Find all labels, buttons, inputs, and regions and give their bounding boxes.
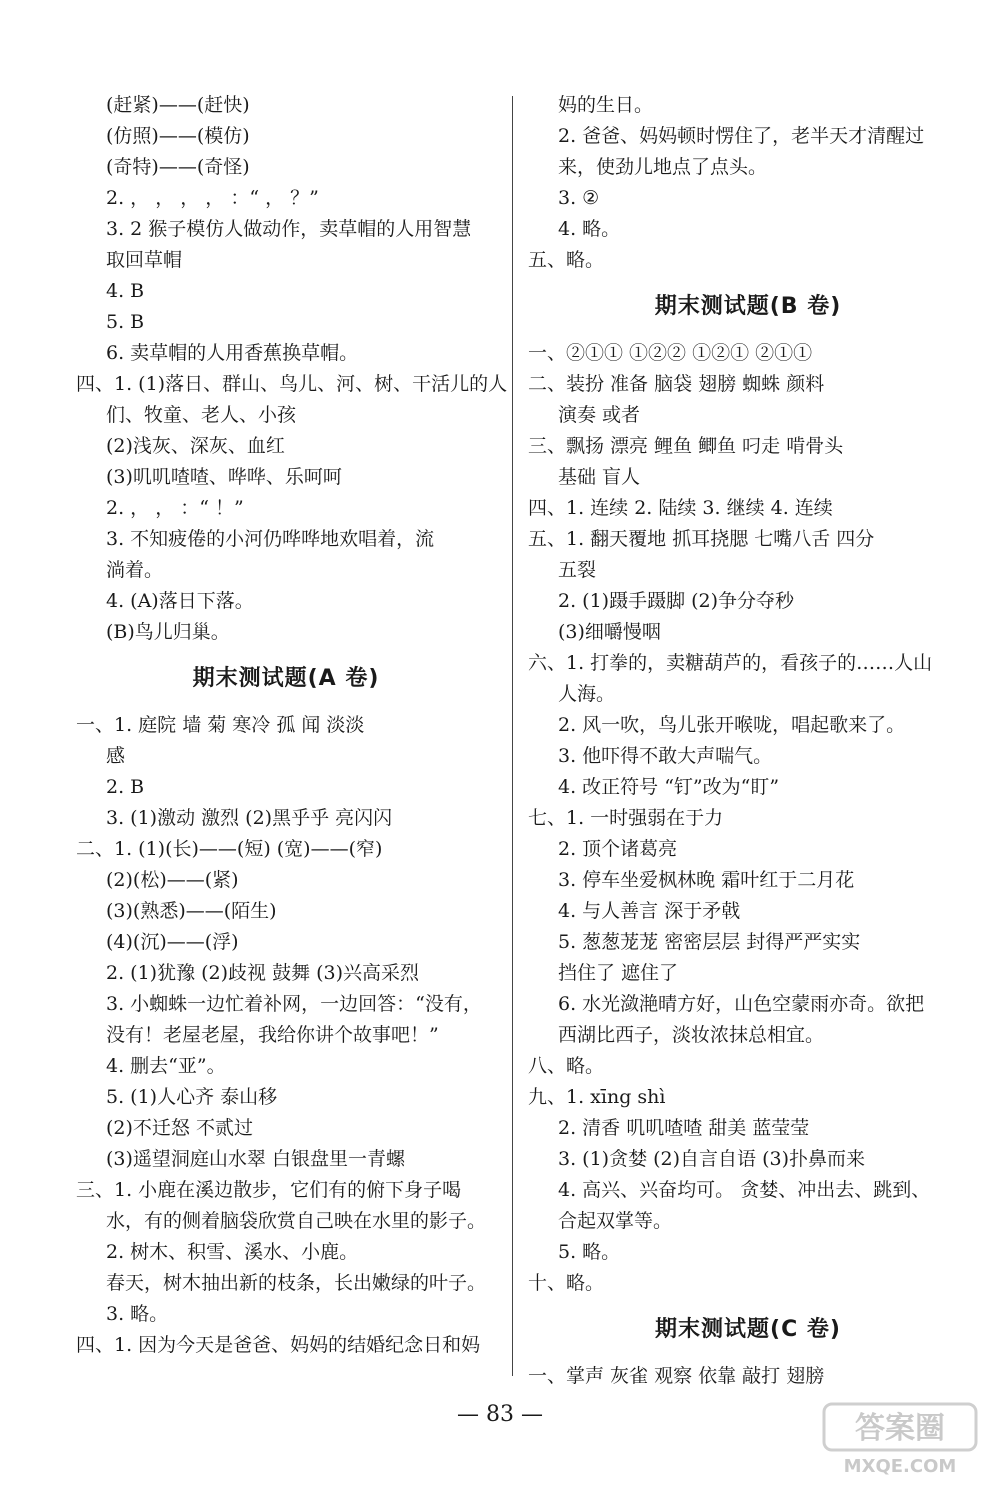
answer-line: 五、略。 — [528, 249, 605, 271]
column-divider — [512, 96, 513, 1376]
answer-line: 2. 风一吹，鸟儿张开喉咙，唱起歌来了。 — [558, 714, 906, 736]
left-answers-continued — [76, 90, 508, 648]
answer-line: 3. 他吓得不敢大声喘气。 — [558, 745, 773, 767]
answer-line: 合起双掌等。 — [558, 1210, 673, 1232]
answer-line: 3. (1)激动 激烈 (2)黑乎乎 亮闪闪 — [106, 807, 393, 829]
answer-line: 人海。 — [558, 683, 616, 705]
answer-line: 4. 高兴、兴奋均可。 贪婪、冲出去、跳到、 — [558, 1179, 931, 1201]
answer-line: 4. 略。 — [558, 218, 621, 240]
answer-line: 5. 葱葱茏茏 密密层层 封得严严实实 — [558, 931, 861, 953]
answer-line: 2. (1)犹豫 (2)歧视 鼓舞 (3)兴高采烈 — [106, 962, 420, 984]
answer-line: 演奏 或者 — [558, 404, 641, 426]
answer-line: 九、1. xīng shì — [528, 1086, 666, 1108]
exam-a-answers — [76, 710, 496, 1361]
exam-a-answers-continued — [528, 90, 968, 276]
left-column — [76, 90, 508, 1361]
answer-line: 4. B — [106, 280, 145, 302]
section-title-b: 期末测试题(B 卷) — [654, 294, 842, 319]
watermark-bottom-text: MXQE.COM — [843, 1456, 957, 1477]
answer-line: 3. ② — [558, 187, 600, 209]
answer-line: 四、1. (1)落日、群山、鸟儿、河、树、干活儿的人 — [76, 373, 508, 395]
answer-line: 3. 2 猴子模仿人做动作，卖草帽的人用智慧 — [106, 218, 472, 240]
answer-line: 5. B — [106, 311, 145, 333]
answer-line: 一、1. 庭院 墙 菊 寒冷 孤 闻 淡淡 — [76, 714, 365, 736]
answer-line: 八、略。 — [528, 1055, 605, 1077]
answer-line: 4. 删去“亚”。 — [106, 1055, 226, 1077]
answer-line: 五裂 — [558, 559, 597, 581]
answer-line: 2. ， ， ， ， ：“ ， ？” — [106, 187, 319, 209]
answer-line: 3. 不知疲倦的小河仍哗哗地欢唱着，流 — [106, 528, 435, 550]
answer-line: 四、1. 连续 2. 陆续 3. 继续 4. 连续 — [528, 497, 833, 519]
answer-line: 基础 盲人 — [558, 466, 641, 488]
answer-line: (2)(松)——(紧) — [106, 869, 239, 891]
answer-line: 一、掌声 灰雀 观察 依靠 敲打 翅膀 — [528, 1365, 825, 1387]
answer-line: 春天，树木抽出新的枝条，长出嫩绿的叶子。 — [106, 1272, 487, 1294]
answer-line: 十、略。 — [528, 1272, 605, 1294]
answer-line: 感 — [106, 745, 126, 767]
answer-line: (3)(熟悉)——(陌生) — [106, 900, 277, 922]
answer-line: 2. 顶个诸葛亮 — [558, 838, 678, 860]
answer-line: 一、②①① ①②② ①②① ②①① — [528, 342, 813, 364]
section-title-a: 期末测试题(A 卷) — [192, 666, 380, 691]
answer-line: 2. ， ， ：“ ！” — [106, 497, 244, 519]
answer-line: 3. (1)贪婪 (2)自言自语 (3)扑鼻而来 — [558, 1148, 865, 1170]
answer-line: 没有！老屋老屋，我给你讲个故事吧！” — [106, 1024, 439, 1046]
exam-c-answers — [528, 1361, 968, 1392]
answer-line: (3)叽叽喳喳、哗哗、乐呵呵 — [106, 466, 342, 488]
answer-line: (3)遥望洞庭山水翠 白银盘里一青螺 — [106, 1148, 405, 1170]
answer-line: 3. 小蜘蛛一边忙着补网，一边回答：“没有， — [106, 993, 482, 1015]
answer-line: 妈的生日。 — [558, 94, 654, 116]
answer-line: 西湖比西子，淡妆浓抹总相宜。 — [558, 1024, 825, 1046]
section-title-c: 期末测试题(C 卷) — [655, 1317, 841, 1342]
answer-line: 挡住了 遮住了 — [558, 962, 679, 984]
answer-line: 3. 略。 — [106, 1303, 169, 1325]
answer-line: 5. (1)人心齐 泰山移 — [106, 1086, 278, 1108]
answer-line: 2. B — [106, 776, 145, 798]
answer-line: 4. 与人善言 深于矛戟 — [558, 900, 741, 922]
answer-line: 2. 树木、积雪、溪水、小鹿。 — [106, 1241, 359, 1263]
answer-line: 3. 停车坐爱枫林晚 霜叶红于二月花 — [558, 869, 855, 891]
answer-line: 淌着。 — [106, 559, 164, 581]
answer-line: (2)浅灰、深灰、血红 — [106, 435, 285, 457]
answer-line: 四、1. 因为今天是爸爸、妈妈的结婚纪念日和妈 — [76, 1334, 481, 1356]
answer-line: (3)细嚼慢咽 — [558, 621, 661, 643]
answer-line: (奇特)——(奇怪) — [106, 156, 250, 178]
answer-line: (2)不迁怒 不贰过 — [106, 1117, 253, 1139]
answer-line: 2. 爸爸、妈妈顿时愣住了，老半天才清醒过 — [558, 125, 925, 147]
answer-line: 5. 略。 — [558, 1241, 621, 1263]
answer-line: (4)(沉)——(浮) — [106, 931, 239, 953]
exam-b-answers — [528, 338, 968, 1299]
answer-line: 二、1. (1)(长)——(短) (宽)——(窄) — [76, 838, 383, 860]
answer-line: 4. 改正符号 “钉”改为“盯” — [558, 776, 780, 798]
answer-line: 们、牧童、老人、小孩 — [106, 404, 297, 426]
answer-line: (仿照)——(模仿) — [106, 125, 250, 147]
answer-line: 6. 水光潋滟晴方好，山色空蒙雨亦奇。欲把 — [558, 993, 925, 1015]
answer-line: 五、1. 翻天覆地 抓耳挠腮 七嘴八舌 四分 — [528, 528, 875, 550]
answer-line: 六、1. 打拳的，卖糖葫芦的，看孩子的……人山 — [528, 652, 933, 674]
answer-line: 水，有的侧着脑袋欣赏自己映在水里的影子。 — [106, 1210, 487, 1232]
answer-line: 2. 清香 叽叽喳喳 甜美 蓝莹莹 — [558, 1117, 810, 1139]
answer-line: 6. 卖草帽的人用香蕉换草帽。 — [106, 342, 359, 364]
answer-line: (B)鸟儿归巢。 — [106, 621, 230, 643]
answer-line: 2. (1)蹑手蹑脚 (2)争分夺秒 — [558, 590, 795, 612]
answer-line: 来，使劲儿地点了点头。 — [558, 156, 768, 178]
watermark-top-text: 答案圈 — [855, 1411, 945, 1446]
right-column — [528, 90, 968, 1392]
answer-line: (赶紧)——(赶快) — [106, 94, 250, 116]
answer-line: 取回草帽 — [106, 249, 183, 271]
answer-line: 4. (A)落日下落。 — [106, 590, 254, 612]
answer-line: 三、1. 小鹿在溪边散步，它们有的俯下身子喝 — [76, 1179, 462, 1201]
watermark-logo — [820, 1400, 980, 1480]
answer-line: 七、1. 一时强弱在于力 — [528, 807, 724, 829]
answer-line: 三、飘扬 漂亮 鲤鱼 鲫鱼 叼走 啃骨头 — [528, 435, 844, 457]
page-number: — 83 — — [457, 1402, 543, 1427]
answer-line: 二、装扮 准备 脑袋 翅膀 蜘蛛 颜料 — [528, 373, 825, 395]
